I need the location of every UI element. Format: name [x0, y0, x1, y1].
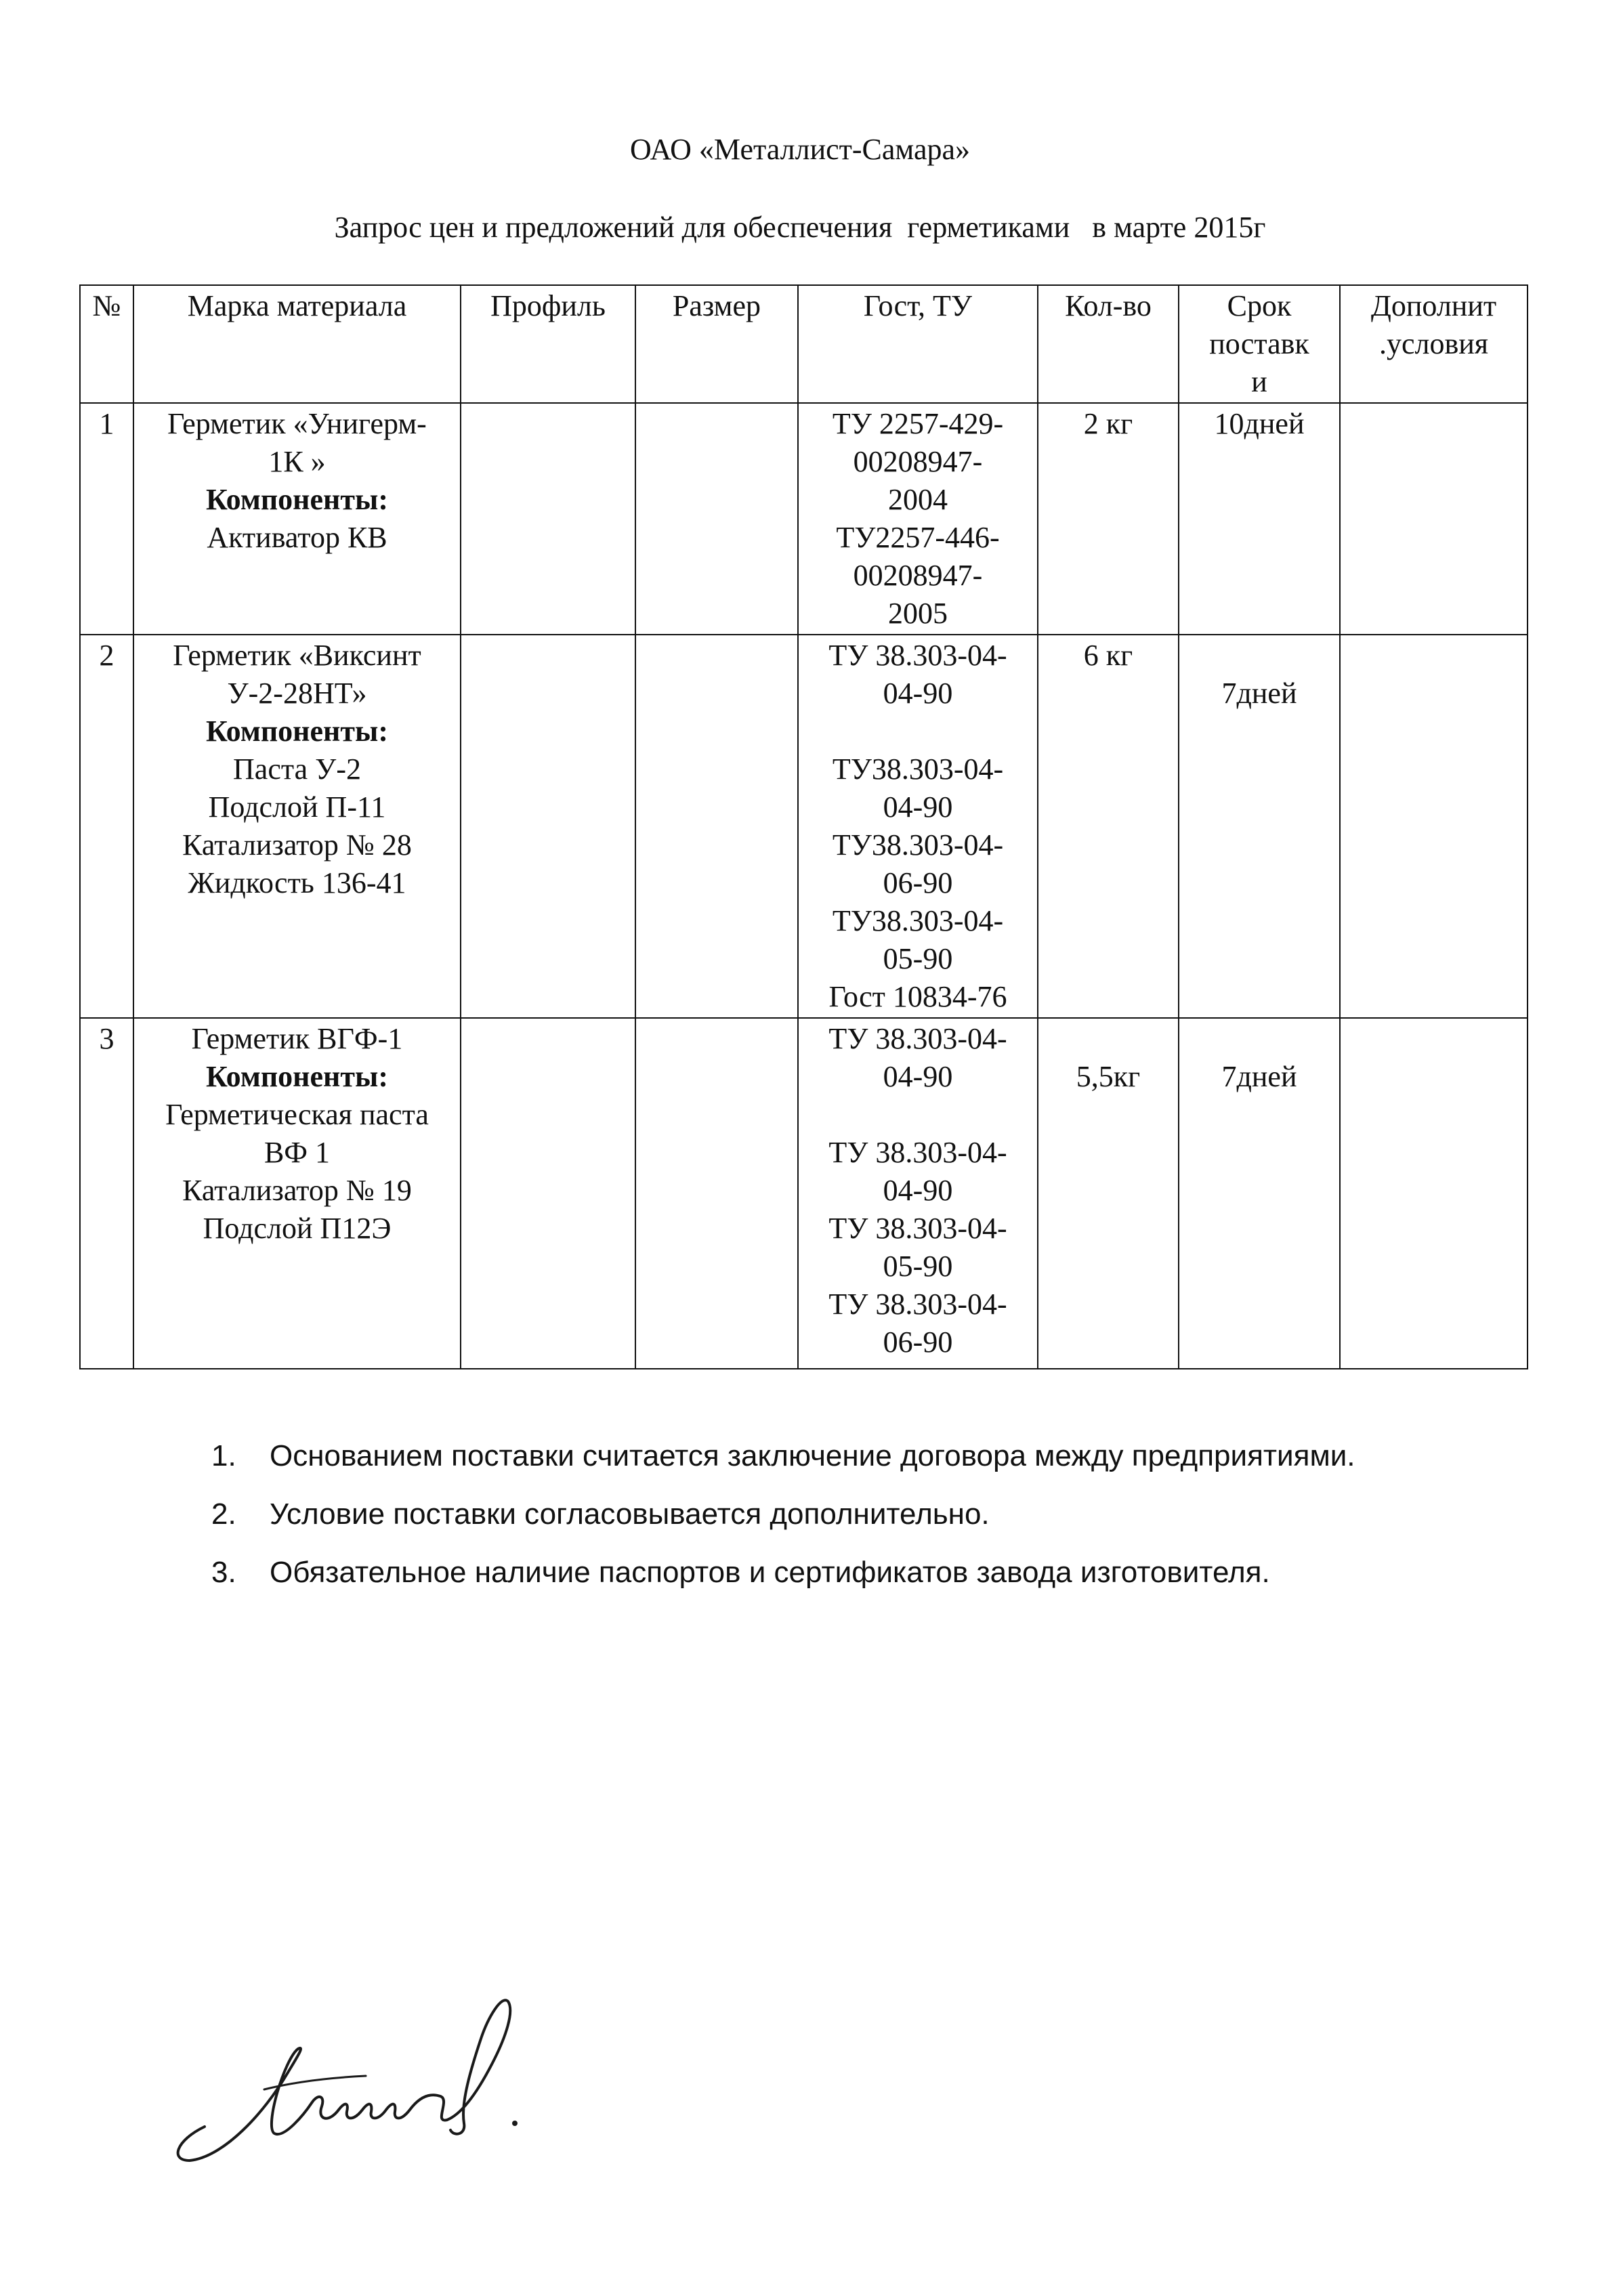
material-cell	[133, 1018, 461, 1369]
note-number: 3.	[211, 1556, 236, 1589]
components-label: Компоненты:	[205, 715, 389, 748]
gost-line: 04-90	[883, 790, 953, 824]
gost-line	[803, 1096, 1033, 1134]
row-number: 1	[80, 403, 133, 635]
material-cell	[133, 403, 461, 635]
material-line: 1К »	[268, 445, 326, 478]
material-line: Паста У-2	[233, 752, 361, 786]
material-line: Жидкость 136-41	[188, 866, 406, 899]
note-number: 1.	[211, 1439, 236, 1472]
note-number: 2.	[211, 1497, 236, 1531]
note-text: Условие поставки согласовывается дополнительно.	[270, 1497, 990, 1531]
gost-line: ТУ 2257-429-	[832, 407, 1004, 440]
gost-line: 00208947-	[853, 559, 983, 592]
gost-line: 04-90	[883, 1060, 953, 1093]
material-line: Герметическая паста	[165, 1098, 429, 1131]
gost-line: 00208947-	[853, 445, 983, 478]
material-line: Герметик ВГФ-1	[191, 1022, 403, 1055]
delivery-term-cell	[1179, 403, 1340, 635]
note-item	[211, 1556, 1355, 1594]
note-item	[211, 1439, 1355, 1477]
table-header-row	[80, 285, 1528, 403]
extra-conditions-cell	[1340, 1018, 1528, 1369]
components-label: Компоненты:	[205, 483, 389, 516]
gost-cell	[798, 403, 1038, 635]
gost-line: 04-90	[883, 1174, 953, 1207]
quantity-line: 2 кг	[1083, 407, 1133, 440]
profile-cell	[461, 635, 635, 1018]
col-header-delivery-term: Срок поставк и	[1179, 285, 1340, 403]
material-line: Герметик «Виксинт	[173, 639, 421, 672]
delivery-term-line: 7дней	[1221, 1060, 1297, 1093]
col-header-profile: Профиль	[461, 285, 635, 403]
material-line: Герметик «Унигерм-	[167, 407, 427, 440]
extra-conditions-cell	[1340, 403, 1528, 635]
delivery-term-cell	[1179, 1018, 1340, 1369]
gost-line: Гост 10834-76	[828, 980, 1007, 1013]
row-number: 2	[80, 635, 133, 1018]
quantity-cell	[1038, 635, 1179, 1018]
gost-line: ТУ38.303-04-	[832, 828, 1004, 862]
gost-line: 06-90	[883, 1325, 953, 1359]
profile-cell	[461, 403, 635, 635]
size-cell	[635, 403, 798, 635]
table-row	[80, 403, 1528, 635]
signature	[163, 1957, 569, 2181]
material-line: Катализатор № 28	[182, 828, 412, 862]
note-item	[211, 1497, 1355, 1535]
delivery-term-line: 10дней	[1214, 407, 1305, 440]
gost-line: 05-90	[883, 942, 953, 975]
gost-line: 06-90	[883, 866, 953, 899]
col-header-quantity: Кол-во	[1038, 285, 1179, 403]
material-line: Активатор КВ	[207, 521, 387, 554]
delivery-term-line	[1183, 637, 1335, 675]
gost-line: ТУ 38.303-04-	[828, 1212, 1007, 1245]
gost-line: 04-90	[883, 677, 953, 710]
extra-conditions-cell	[1340, 635, 1528, 1018]
quantity-cell	[1038, 403, 1179, 635]
row-number: 3	[80, 1018, 133, 1369]
company-name: ОАО «Металлист-Самара»	[629, 133, 971, 166]
quantity-line	[1043, 1020, 1174, 1058]
quantity-line: 6 кг	[1083, 639, 1133, 672]
document-title: Запрос цен и предложений для обеспечения герметиками в марте 2015г	[334, 211, 1266, 244]
gost-line: 05-90	[883, 1250, 953, 1283]
note-text: Обязательное наличие паспортов и сертификатов завода изготовителя.	[270, 1556, 1270, 1589]
notes-list	[211, 1439, 1355, 1614]
material-line: Подслой П12Э	[203, 1212, 392, 1245]
gost-cell	[798, 635, 1038, 1018]
table-row	[80, 635, 1528, 1018]
gost-line: ТУ38.303-04-	[832, 904, 1004, 937]
size-cell	[635, 1018, 798, 1369]
components-label: Компоненты:	[205, 1060, 389, 1093]
size-cell	[635, 635, 798, 1018]
gost-line: ТУ38.303-04-	[832, 752, 1004, 786]
gost-line: ТУ 38.303-04-	[828, 1136, 1007, 1169]
col-header-gost: Гост, ТУ	[798, 285, 1038, 403]
delivery-term-line	[1183, 1020, 1335, 1058]
col-header-number: №	[80, 285, 133, 403]
gost-line: ТУ 38.303-04-	[828, 1022, 1007, 1055]
material-line: Подслой П-11	[208, 790, 386, 824]
gost-line: ТУ 38.303-04-	[828, 1288, 1007, 1321]
quantity-cell	[1038, 1018, 1179, 1369]
col-header-material: Марка материала	[133, 285, 461, 403]
gost-line	[803, 713, 1033, 750]
quantity-line: 5,5кг	[1076, 1060, 1141, 1093]
delivery-term-cell	[1179, 635, 1340, 1018]
profile-cell	[461, 1018, 635, 1369]
material-line: Катализатор № 19	[182, 1174, 412, 1207]
col-header-extra-conditions: Дополнит .условия	[1340, 285, 1528, 403]
gost-line: ТУ 38.303-04-	[828, 639, 1007, 672]
material-line: ВФ 1	[264, 1136, 331, 1169]
note-text: Основанием поставки считается заключение договора между предприятиями.	[270, 1439, 1355, 1472]
gost-line: ТУ2257-446-	[836, 521, 1000, 554]
col-header-size: Размер	[635, 285, 798, 403]
table-row	[80, 1018, 1528, 1369]
materials-table	[79, 284, 1528, 1369]
gost-line: 2004	[888, 483, 948, 516]
gost-cell	[798, 1018, 1038, 1369]
gost-line: 2005	[888, 597, 948, 630]
delivery-term-line: 7дней	[1221, 677, 1297, 710]
material-line: У-2-28НТ»	[227, 677, 367, 710]
material-cell	[133, 635, 461, 1018]
